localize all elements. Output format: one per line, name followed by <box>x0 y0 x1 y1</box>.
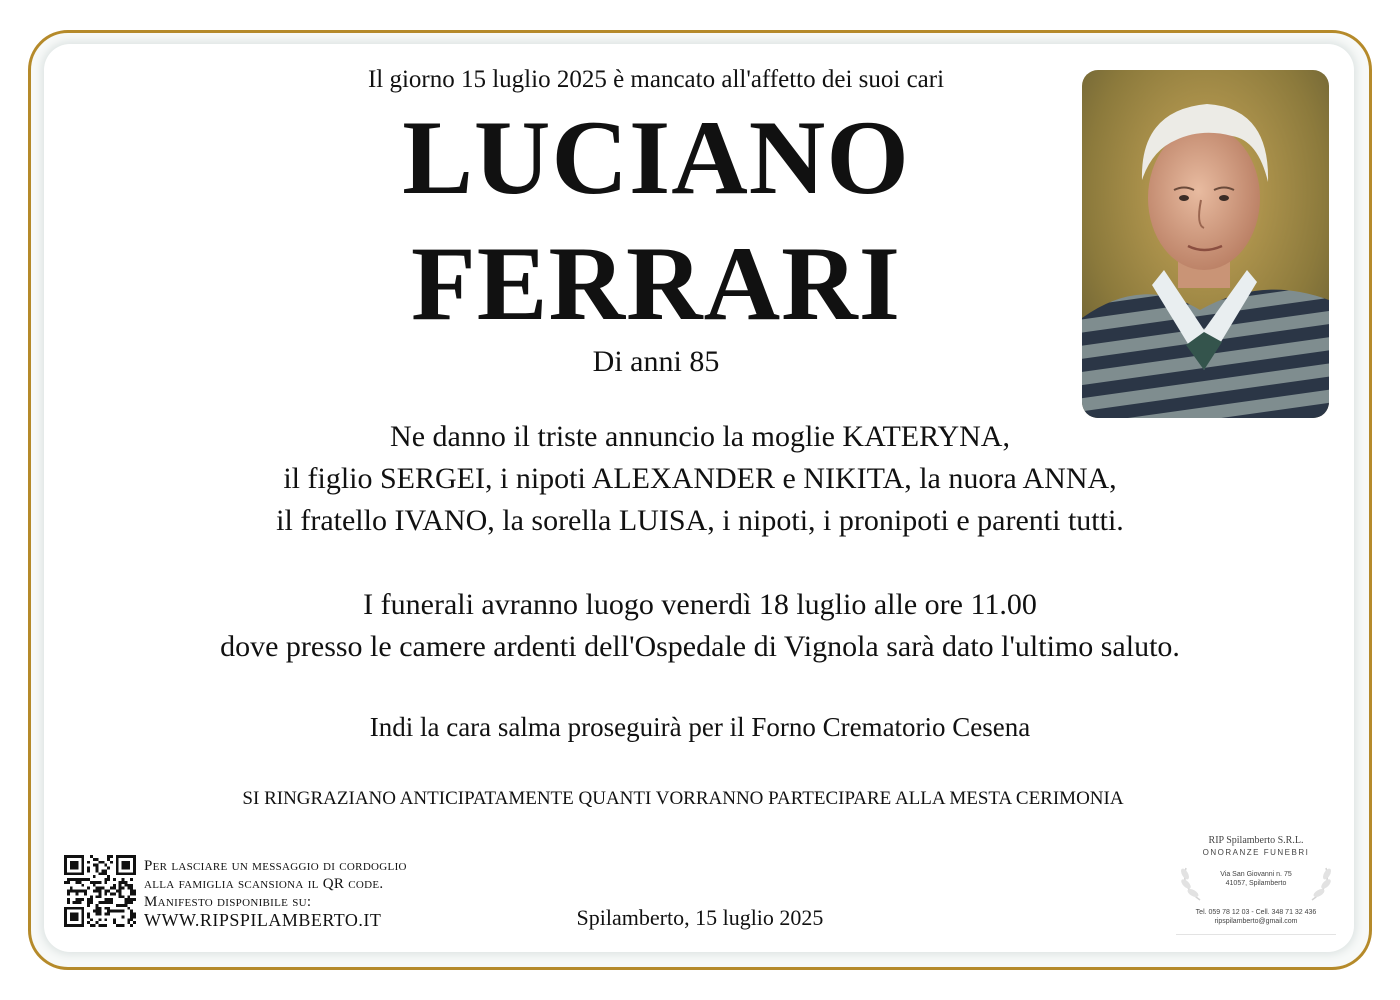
qr-instructions <box>144 857 464 929</box>
laurel-wreath-icon <box>1176 860 1336 904</box>
agency-address: Via San Giovanni n. 75 <box>1220 871 1292 878</box>
deceased-first-name: LUCIANO <box>402 99 910 216</box>
qr-text-line: alla famiglia scansiona il QR code. <box>144 876 384 892</box>
thanks-line: SI RINGRAZIANO ANTICIPATAMENTE QUANTI VORRANNO PARTECIPARE ALLA MESTA CERIMONIA <box>242 788 1124 809</box>
agency-block <box>1176 834 1336 935</box>
deceased-age: Di anni 85 <box>592 345 720 378</box>
place-date: Spilamberto, 15 luglio 2025 <box>576 905 824 930</box>
announcement-paragraph <box>100 416 1300 542</box>
agency-divider <box>1176 934 1336 935</box>
intro-line: Il giorno 15 luglio 2025 è mancato all'affetto dei suoi cari <box>367 66 945 93</box>
agency-city: 41057, Spilamberto <box>1225 880 1287 887</box>
cremation-line <box>100 706 1300 748</box>
announcement-line: il figlio SERGEI, i nipoti ALEXANDER e NIKITA, la nuora ANNA, <box>283 462 1117 495</box>
funeral-paragraph <box>100 584 1300 668</box>
website-link[interactable]: WWW.RIPSPILAMBERTO.IT <box>144 910 382 930</box>
funeral-line: I funerali avranno luogo venerdì 18 luglio alle ore 11.00 <box>363 588 1037 621</box>
qr-code-icon[interactable] <box>64 855 136 927</box>
portrait-photo <box>1082 70 1329 418</box>
deceased-last-name: FERRARI <box>411 225 901 342</box>
announcement-line: il fratello IVANO, la sorella LUISA, i nipoti, i pronipoti e parenti tutti. <box>276 504 1124 537</box>
funeral-line: dove presso le camere ardenti dell'Ospedale di Vignola sarà dato l'ultimo saluto. <box>220 630 1180 663</box>
agency-subtitle: ONORANZE FUNEBRI <box>1202 848 1310 857</box>
agency-email: ripspilamberto@gmail.com <box>1214 918 1298 925</box>
announcement-line: Ne danno il triste annuncio la moglie KATERYNA, <box>390 420 1010 453</box>
qr-text-line: Per lasciare un messaggio di cordoglio <box>144 858 407 874</box>
cremation-text: Indi la cara salma proseguirà per il Forno Crematorio Cesena <box>369 712 1031 742</box>
agency-name: RIP Spilamberto S.R.L. <box>1208 835 1304 846</box>
qr-text-line: Manifesto disponibile su: <box>144 894 312 910</box>
agency-phones: Tel. 059 78 12 03 - Cell. 348 71 32 436 <box>1195 909 1317 916</box>
